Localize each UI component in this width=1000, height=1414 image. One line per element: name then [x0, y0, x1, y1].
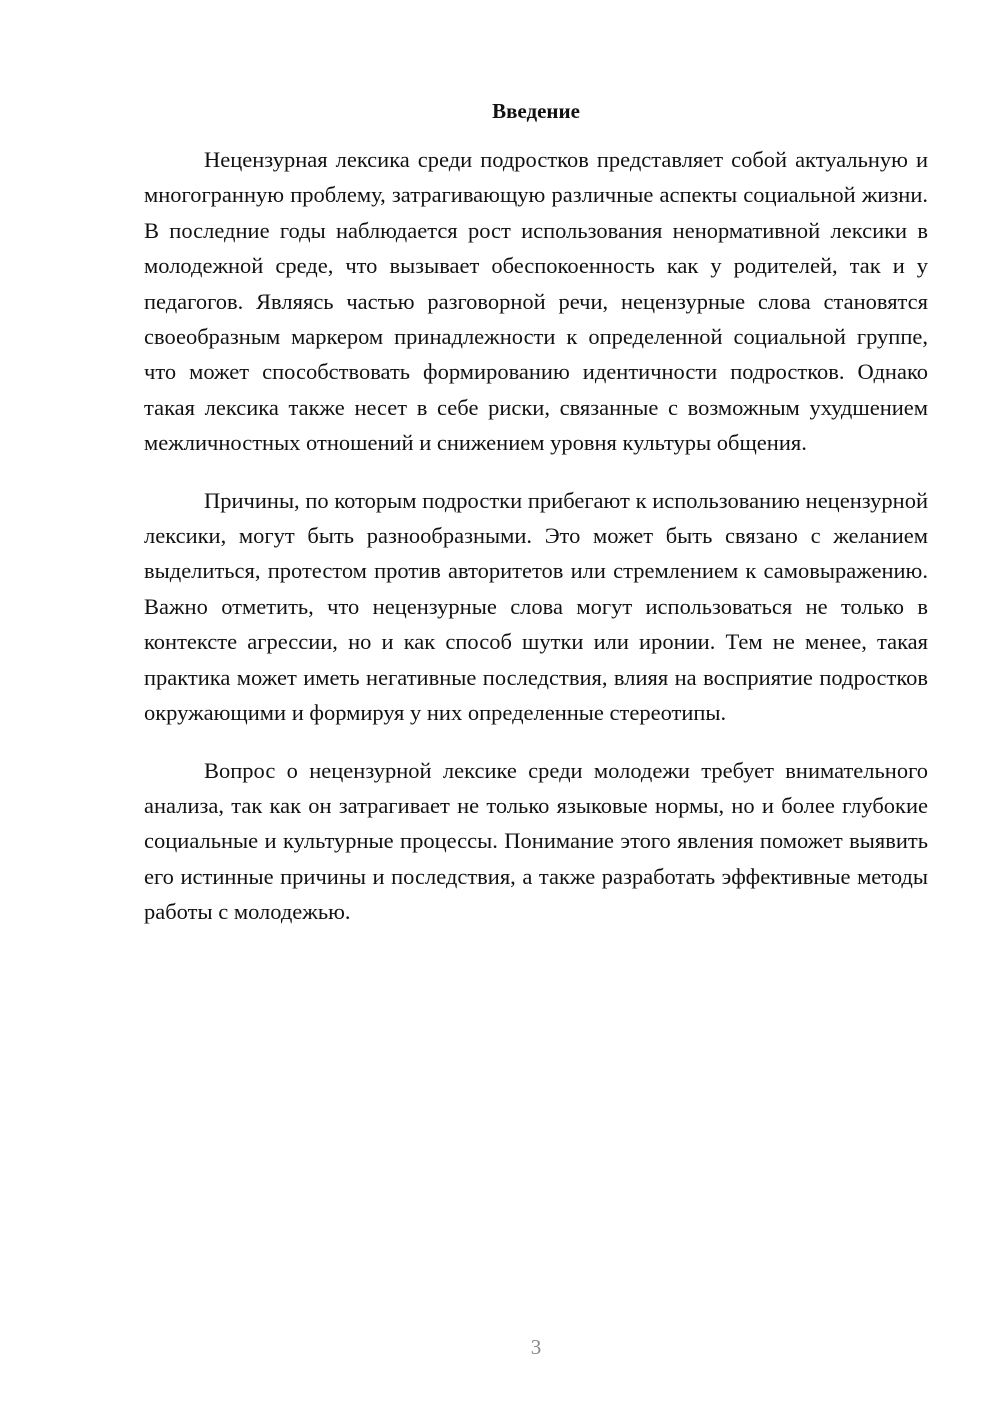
paragraph-2: Причины, по которым подростки прибегают к использованию нецензурной лексики, могут быть разнообразными. Это может быть связано с желанием выделиться, протестом против авторитетов или стремлением к самовыражению. Важно отметить, что нецензурные слова могут использоваться не только в контексте агрессии, но и как способ шутки или иронии. Тем не менее, такая практика может иметь негативные последствия, влияя на восприятие подростков окружающими и формируя у них определенные стереотипы. [144, 487, 928, 726]
section-title: Введение [492, 99, 580, 123]
paragraph-3: Вопрос о нецензурной лексике среди молодежи требует внимательного анализа, так как он затрагивает не только языковые нормы, но и более глубокие социальные и культурные процессы. Понимание этого явления поможет выявить его истинные причины и последствия, а также разработать эффективные методы работы с молодежью. [144, 757, 928, 925]
paragraph-1: Нецензурная лексика среди подростков представляет собой актуальную и многогранную проблему, затрагивающую различные аспекты социальной жизни. В последние годы наблюдается рост использования ненормативной лексики в молодежной среде, что вызывает обеспокоенность как у родителей, так и у педагогов. Являясь частью разговорной речи, нецензурные слова становятся своеобразным маркером принадлежности к определенной социальной группе, что может способствовать формированию идентичности подростков. Однако такая лексика также несет в себе риски, связанные с возможным ухудшением межличностных отношений и снижением уровня культуры общения. [144, 147, 928, 456]
page-number: 3 [530, 1335, 542, 1359]
page-content [144, 96, 928, 930]
